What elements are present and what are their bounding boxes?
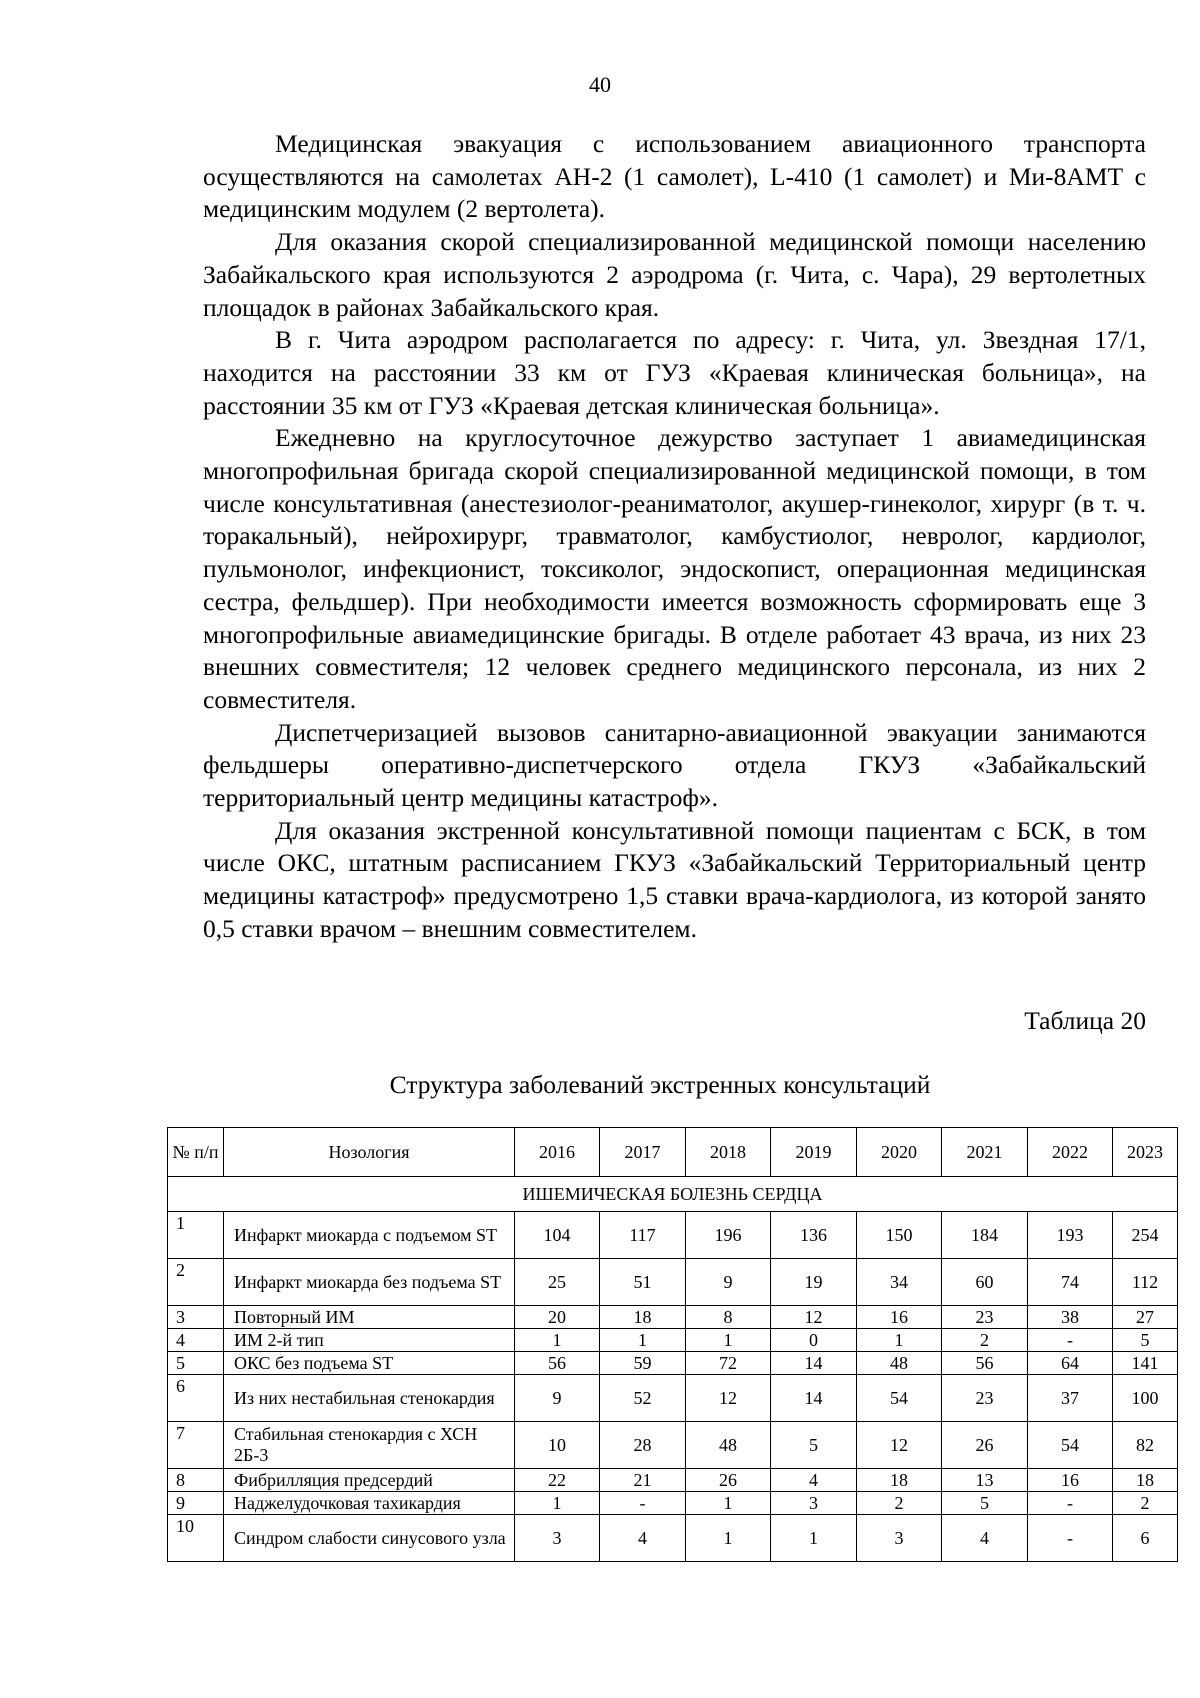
value-cell: 21 (600, 1469, 686, 1492)
section-row (168, 1177, 1178, 1212)
value-cell: 19 (771, 1259, 857, 1306)
value-cell: - (1028, 1515, 1113, 1562)
value-cell: 3 (515, 1515, 600, 1562)
value-cell: 22 (515, 1469, 600, 1492)
header-cell: 2017 (600, 1128, 686, 1177)
value-cell: 112 (1113, 1259, 1178, 1306)
value-cell: - (600, 1492, 686, 1515)
value-cell: 26 (942, 1422, 1028, 1469)
table-row (168, 1422, 1178, 1469)
nosology-cell: Инфаркт миокарда с подъемом ST (224, 1212, 515, 1259)
header-cell: 2023 (1113, 1128, 1178, 1177)
nosology-cell: Инфаркт миокарда без подъема ST (224, 1259, 515, 1306)
value-cell: 23 (942, 1306, 1028, 1329)
value-cell: 117 (600, 1212, 686, 1259)
value-cell: 64 (1028, 1352, 1113, 1375)
nosology-cell: Синдром слабости синусового узла (224, 1515, 515, 1562)
header-cell: 2019 (771, 1128, 857, 1177)
value-cell: 34 (857, 1259, 942, 1306)
value-cell: 8 (686, 1306, 771, 1329)
table-label: Таблица 20 (1024, 1006, 1146, 1035)
value-cell: 14 (771, 1352, 857, 1375)
paragraph: В г. Чита аэродром располагается по адресу: г. Чита, ул. Звездная 17/1, находится на расстоянии 33 км от ГУЗ «Краевая клиническая больница», на расстоянии 35 км от ГУЗ «Краевая детская клиническая больница». (203, 325, 1146, 420)
page-number: 40 (589, 72, 611, 97)
body-text (203, 128, 1146, 946)
morbidity-table (167, 1127, 1178, 1562)
row-number: 6 (168, 1375, 224, 1422)
value-cell: 5 (942, 1492, 1028, 1515)
value-cell: 0 (771, 1329, 857, 1352)
table-row (168, 1492, 1178, 1515)
value-cell: 26 (686, 1469, 771, 1492)
header-cell: № п/п (168, 1128, 224, 1177)
value-cell: 56 (515, 1352, 600, 1375)
value-cell: 141 (1113, 1352, 1178, 1375)
header-cell: 2020 (857, 1128, 942, 1177)
table-title: Структура заболеваний экстренных консультаций (389, 1070, 931, 1099)
table-row (168, 1259, 1178, 1306)
value-cell: 54 (1028, 1422, 1113, 1469)
value-cell: 25 (515, 1259, 600, 1306)
value-cell: 2 (1113, 1492, 1178, 1515)
value-cell: 150 (857, 1212, 942, 1259)
value-cell: 9 (515, 1375, 600, 1422)
table-row (168, 1515, 1178, 1562)
value-cell: 12 (686, 1375, 771, 1422)
value-cell: 56 (942, 1352, 1028, 1375)
nosology-cell: Фибрилляция предсердий (224, 1469, 515, 1492)
value-cell: 3 (857, 1515, 942, 1562)
paragraph: Медицинская эвакуация с использованием авиационного транспорта осуществляются на самолетах АН-2 (1 самолет), L-410 (1 самолет) и Ми-8АМТ с медицинским модулем (2 вертолета). (203, 129, 1146, 224)
value-cell: 1 (857, 1329, 942, 1352)
value-cell: 37 (1028, 1375, 1113, 1422)
value-cell: 48 (857, 1352, 942, 1375)
value-cell: 72 (686, 1352, 771, 1375)
table-row (168, 1352, 1178, 1375)
nosology-cell: ОКС без подъема ST (224, 1352, 515, 1375)
row-number: 2 (168, 1259, 224, 1306)
header-cell: 2016 (515, 1128, 600, 1177)
value-cell: 59 (600, 1352, 686, 1375)
value-cell: 3 (771, 1492, 857, 1515)
header-cell: 2021 (942, 1128, 1028, 1177)
value-cell: 14 (771, 1375, 857, 1422)
value-cell: 48 (686, 1422, 771, 1469)
value-cell: 136 (771, 1212, 857, 1259)
nosology-cell: Наджелудочковая тахикардия (224, 1492, 515, 1515)
value-cell: 13 (942, 1469, 1028, 1492)
value-cell: 9 (686, 1259, 771, 1306)
value-cell: 2 (942, 1329, 1028, 1352)
value-cell: 1 (686, 1329, 771, 1352)
value-cell: 27 (1113, 1306, 1178, 1329)
value-cell: 100 (1113, 1375, 1178, 1422)
value-cell: 5 (1113, 1329, 1178, 1352)
row-number: 3 (168, 1306, 224, 1329)
value-cell: 6 (1113, 1515, 1178, 1562)
header-cell: 2018 (686, 1128, 771, 1177)
value-cell: 51 (600, 1259, 686, 1306)
table-row (168, 1469, 1178, 1492)
table-header-row (168, 1128, 1178, 1177)
value-cell: - (1028, 1492, 1113, 1515)
nosology-cell: Из них нестабильная стенокардия (224, 1375, 515, 1422)
paragraph: Для оказания экстренной консультативной помощи пациентам с БСК, в том числе ОКС, штатным расписанием ГКУЗ «Забайкальский Территориальный центр медицины катастроф» предусмотрено 1,5 ставки врача-кардиолога, из которой занято 0,5 ставки врачом – внешним совместителем. (203, 815, 1146, 943)
value-cell: 60 (942, 1259, 1028, 1306)
row-number: 8 (168, 1469, 224, 1492)
value-cell: 184 (942, 1212, 1028, 1259)
table-row (168, 1375, 1178, 1422)
value-cell: 28 (600, 1422, 686, 1469)
paragraph: Для оказания скорой специализированной медицинской помощи населению Забайкальского края используются 2 аэродрома (г. Чита, с. Чара), 29 вертолетных площадок в районах Забайкальского края. (203, 227, 1146, 322)
paragraph: Ежедневно на круглосуточное дежурство заступает 1 авиамедицинская многопрофильная бригада скорой специализированной медицинской помощи, в том числе консультативная (анестезиолог-реаниматолог, акушер-гинеколог, хирург (в т. ч. торакальный), нейрохирург, травматолог, камбустиолог, невролог, кардиолог, пульмонолог, инфекционист, токсиколог, эндоскопист, операционная медицинская сестра, фельдшер). При необходимости имеется возможность сформировать еще 3 многопрофильные авиамедицинские бригады. В отделе работает 43 врача, из них 23 внешних совместителя; 12 человек среднего медицинского персонала, из них 2 совместителя. (203, 423, 1146, 714)
value-cell: 196 (686, 1212, 771, 1259)
value-cell: 4 (771, 1469, 857, 1492)
row-number: 7 (168, 1422, 224, 1469)
value-cell: - (1028, 1329, 1113, 1352)
value-cell: 1 (515, 1492, 600, 1515)
value-cell: 74 (1028, 1259, 1113, 1306)
value-cell: 1 (686, 1515, 771, 1562)
value-cell: 1 (686, 1492, 771, 1515)
value-cell: 38 (1028, 1306, 1113, 1329)
paragraph: Диспетчеризацией вызовов санитарно-авиационной эвакуации занимаются фельдшеры оперативно-диспетчерского отдела ГКУЗ «Забайкальский территориальный центр медицины катастроф». (203, 717, 1146, 813)
nosology-cell: Стабильная стенокардия с ХСН 2Б-3 (224, 1422, 515, 1469)
value-cell: 52 (600, 1375, 686, 1422)
value-cell: 18 (600, 1306, 686, 1329)
nosology-cell: Повторный ИМ (224, 1306, 515, 1329)
row-number: 9 (168, 1492, 224, 1515)
row-number: 1 (168, 1212, 224, 1259)
table-row (168, 1212, 1178, 1259)
row-number: 10 (168, 1515, 224, 1562)
value-cell: 1 (771, 1515, 857, 1562)
value-cell: 16 (1028, 1469, 1113, 1492)
table-row (168, 1329, 1178, 1352)
value-cell: 1 (600, 1329, 686, 1352)
value-cell: 5 (771, 1422, 857, 1469)
value-cell: 4 (600, 1515, 686, 1562)
section-label: ИШЕМИЧЕСКАЯ БОЛЕЗНЬ СЕРДЦА (168, 1177, 1178, 1212)
value-cell: 1 (515, 1329, 600, 1352)
value-cell: 254 (1113, 1212, 1178, 1259)
table-row (168, 1306, 1178, 1329)
value-cell: 16 (857, 1306, 942, 1329)
header-cell: 2022 (1028, 1128, 1113, 1177)
nosology-cell: ИМ 2-й тип (224, 1329, 515, 1352)
value-cell: 54 (857, 1375, 942, 1422)
row-number: 4 (168, 1329, 224, 1352)
value-cell: 12 (857, 1422, 942, 1469)
value-cell: 10 (515, 1422, 600, 1469)
value-cell: 18 (1113, 1469, 1178, 1492)
value-cell: 2 (857, 1492, 942, 1515)
value-cell: 12 (771, 1306, 857, 1329)
value-cell: 104 (515, 1212, 600, 1259)
value-cell: 82 (1113, 1422, 1178, 1469)
value-cell: 193 (1028, 1212, 1113, 1259)
header-cell: Нозология (224, 1128, 515, 1177)
value-cell: 18 (857, 1469, 942, 1492)
value-cell: 23 (942, 1375, 1028, 1422)
value-cell: 4 (942, 1515, 1028, 1562)
value-cell: 20 (515, 1306, 600, 1329)
row-number: 5 (168, 1352, 224, 1375)
